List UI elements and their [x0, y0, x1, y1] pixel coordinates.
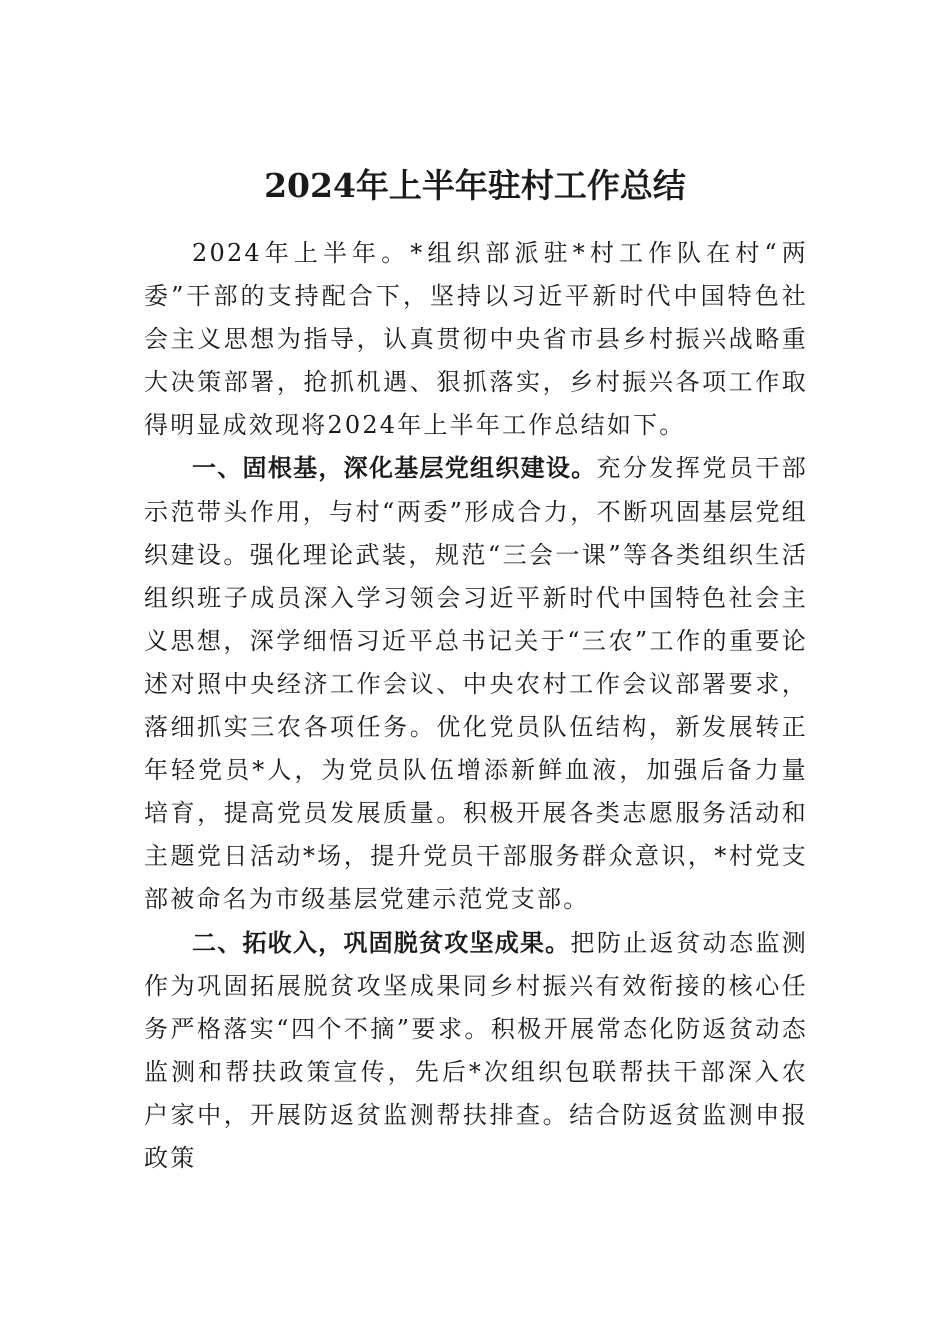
section-two-text: 把防止返贫动态监测作为巩固拓展脱贫攻坚成果同乡村振兴有效衔接的核心任务严格落实“四个不摘”要求。积极开展常态化防返贫动态监测和帮扶政策宣传，先后*次组织包联帮扶干部深入农户家中，开展防返贫监测帮扶排查。结合防返贫监测申报政策: [144, 928, 808, 1172]
document-body: [144, 232, 808, 1180]
intro-paragraph: [144, 232, 808, 447]
section-two-paragraph: [144, 922, 808, 1181]
paragraph-text: 2024年上半年。*组织部派驻*村工作队在村“两委”干部的支持配合下，坚持以习近平新时代中国特色社会主义思想为指导，认真贯彻中央省市县乡村振兴战略重大决策部署，抢抓机遇、狠抓落实，乡村振兴各项工作取得明显成效现将2024年上半年工作总结如下。: [144, 239, 808, 440]
section-one-heading: 一、固根基，深化基层党组织建设。: [192, 454, 597, 483]
document-title: 2024年上半年驻村工作总结: [264, 166, 686, 205]
section-one-text: 充分发挥党员干部示范带头作用，与村“两委”形成合力，不断巩固基层党组织建设。强化理论武装，规范“三会一课”等各类组织生活组织班子成员深入学习领会习近平新时代中国特色社会主义思想，深学细悟习近平总书记关于“三农”工作的重要论述对照中央经济工作会议、中央农村工作会议部署要求，落细抓实三农各项任务。优化党员队伍结构，新发展转正年轻党员*人，为党员队伍增添新鲜血液，加强后备力量培育，提高党员发展质量。积极开展各类志愿服务活动和主题党日活动*场，提升党员干部服务群众意识，*村党支部被命名为市级基层党建示范党支部。: [144, 454, 808, 914]
section-one-paragraph: [144, 447, 808, 921]
section-two-heading: 二、拓收入，巩固脱贫攻坚成果。: [192, 928, 571, 957]
